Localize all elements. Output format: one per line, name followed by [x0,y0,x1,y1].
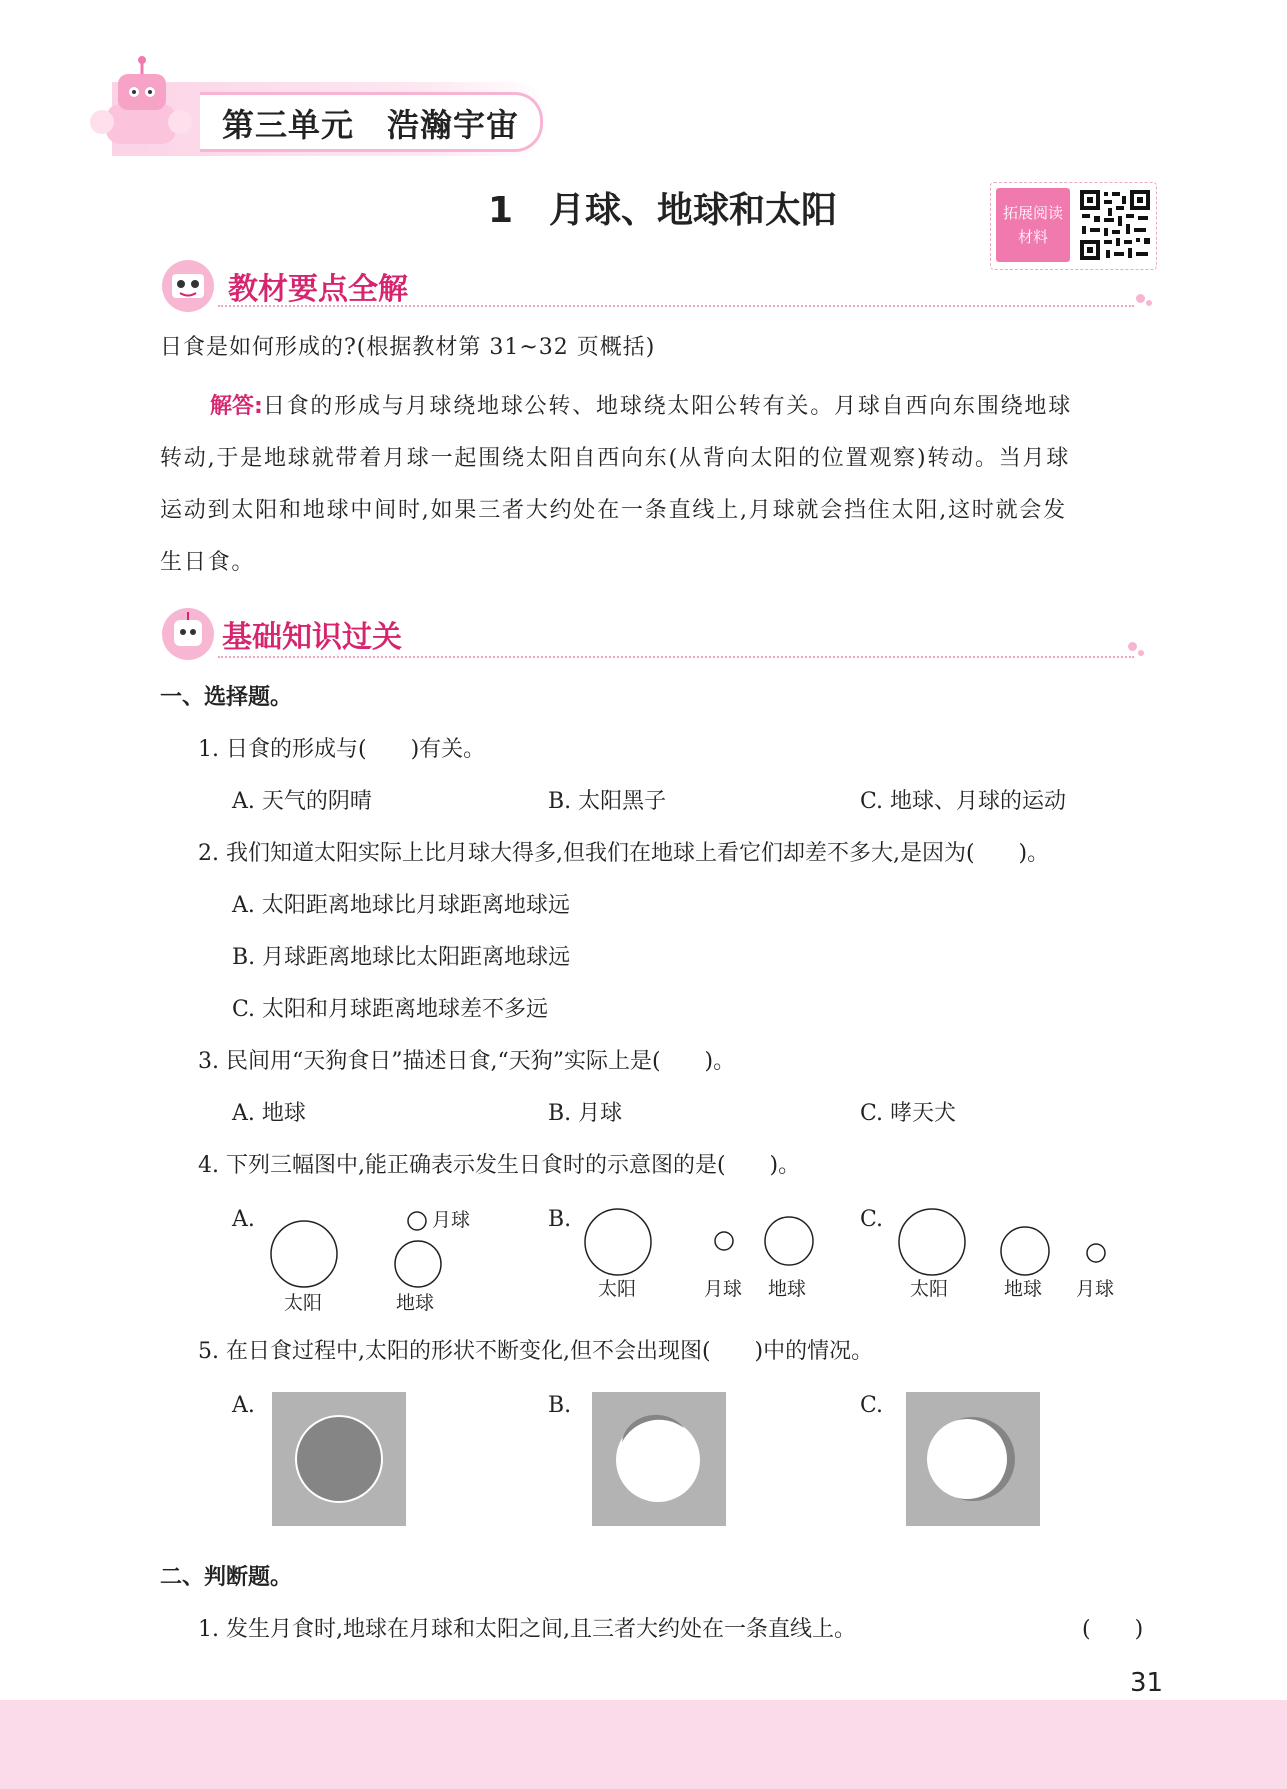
divider-dot [1146,300,1152,306]
q3-stem: 3. 民间用“天狗食日”描述日食,“天狗”实际上是( )。 [198,1049,736,1074]
robot-mascot-small-icon [158,606,218,662]
q4-b-sun-icon [582,1206,654,1278]
q5-b-image [592,1392,726,1526]
q4-option-a-label[interactable]: A. [232,1207,255,1232]
q4-spacer [270,1202,273,1205]
answer-line-1 [210,389,1072,420]
q4-c-sun-icon [896,1206,968,1278]
divider-dot [1136,294,1145,303]
divider-dot [1138,650,1144,656]
section-title-basic-knowledge: 基础知识过关 [222,620,402,655]
page-number: 31 [1130,1668,1164,1698]
q3-option-a[interactable]: A. 地球 [232,1101,306,1126]
q5-c-partial-eclipse-icon [906,1392,1040,1526]
q4-a-sun-icon [268,1218,340,1290]
q4-c-sun-label: 太阳 [910,1278,949,1300]
q5-option-a-label[interactable]: A. [232,1393,255,1418]
q4-a-moon-icon [406,1210,428,1232]
q4-a-earth-label: 地球 [396,1292,435,1314]
q4-c-moon-label: 月球 [1076,1278,1115,1300]
key-question: 日食是如何形成的?(根据教材第 31~32 页概括) [160,335,656,360]
q4-a-earth-icon [392,1238,444,1290]
book-mascot-icon [158,258,218,314]
q5-a-full-eclipse-icon [272,1392,406,1526]
qr-code-icon[interactable] [1078,188,1152,262]
q1-option-b[interactable]: B. 太阳黑子 [548,789,667,814]
q4-b-moon-icon [712,1229,736,1253]
lesson-title: 1 月球、地球和太阳 [488,190,838,231]
q5-option-b-label[interactable]: B. [548,1393,572,1418]
q4-b-sun-label: 太阳 [598,1278,637,1300]
tf-q1-answer-blank[interactable]: ( ) [1082,1617,1144,1642]
part1-heading: 一、选择题。 [160,685,293,710]
q2-stem: 2. 我们知道太阳实际上比月球大得多,但我们在地球上看它们却差不多大,是因为( )。 [198,841,1050,866]
section-divider [218,305,1134,307]
q4-b-earth-label: 地球 [768,1278,807,1300]
answer-text-1: 日食的形成与月球绕地球公转、地球绕太阳公转有关。月球自西向东围绕地球 [262,394,1073,419]
q5-b-partial-eclipse-icon [592,1392,726,1526]
q2-option-a[interactable]: A. 太阳距离地球比月球距离地球远 [232,893,570,918]
answer-line-2: 转动,于是地球就带着月球一起围绕太阳自西向东(从背向太阳的位置观察)转动。当月球 [160,446,1071,471]
q4-a-sun-label: 太阳 [284,1292,323,1314]
reading-tag-line1: 拓展阅读 [1002,204,1063,222]
q5-c-image [906,1392,1040,1526]
bottom-decorative-band [0,1700,1287,1789]
q5-stem: 5. 在日食过程中,太阳的形状不断变化,但不会出现图( )中的情况。 [198,1339,874,1364]
q1-option-c[interactable]: C. 地球、月球的运动 [860,789,1067,814]
q4-b-moon-label: 月球 [704,1278,743,1300]
answer-line-3: 运动到太阳和地球中间时,如果三者大约处在一条直线上,月球就会挡住太阳,这时就会发 [160,498,1067,523]
q5-option-c-label[interactable]: C. [860,1393,884,1418]
q4-option-b-label[interactable]: B. [548,1207,572,1232]
q3-option-b[interactable]: B. 月球 [548,1101,623,1126]
part2-heading: 二、判断题。 [160,1565,293,1590]
q4-a-moon-label: 月球 [432,1209,471,1231]
q4-c-earth-label: 地球 [1004,1278,1043,1300]
divider-dot [1128,642,1137,651]
answer-label: 解答: [210,394,263,419]
q5-a-image [272,1392,406,1526]
reading-material-tag[interactable] [996,188,1070,262]
section-title-textbook-points: 教材要点全解 [228,272,408,307]
q2-option-b[interactable]: B. 月球距离地球比太阳距离地球远 [232,945,571,970]
q4-b-earth-icon [762,1214,816,1268]
q4-c-moon-icon [1084,1241,1108,1265]
q4-stem: 4. 下列三幅图中,能正确表示发生日食时的示意图的是( )。 [198,1153,801,1178]
q4-option-c-label[interactable]: C. [860,1207,884,1232]
section-divider [218,656,1134,658]
tf-q1-stem: 1. 发生月食时,地球在月球和太阳之间,且三者大约处在一条直线上。 [198,1617,856,1642]
reading-tag-line2: 材料 [1017,228,1048,246]
q4-c-earth-icon [998,1224,1052,1278]
q2-option-c[interactable]: C. 太阳和月球距离地球差不多远 [232,997,549,1022]
unit-title: 第三单元 浩瀚宇宙 [222,106,520,144]
q1-stem: 1. 日食的形成与( )有关。 [198,737,486,762]
q3-option-c[interactable]: C. 哮天犬 [860,1101,957,1126]
q1-option-a[interactable]: A. 天气的阴晴 [232,789,372,814]
answer-line-4: 生日食。 [160,550,256,575]
robot-mascot-icon [84,52,204,162]
